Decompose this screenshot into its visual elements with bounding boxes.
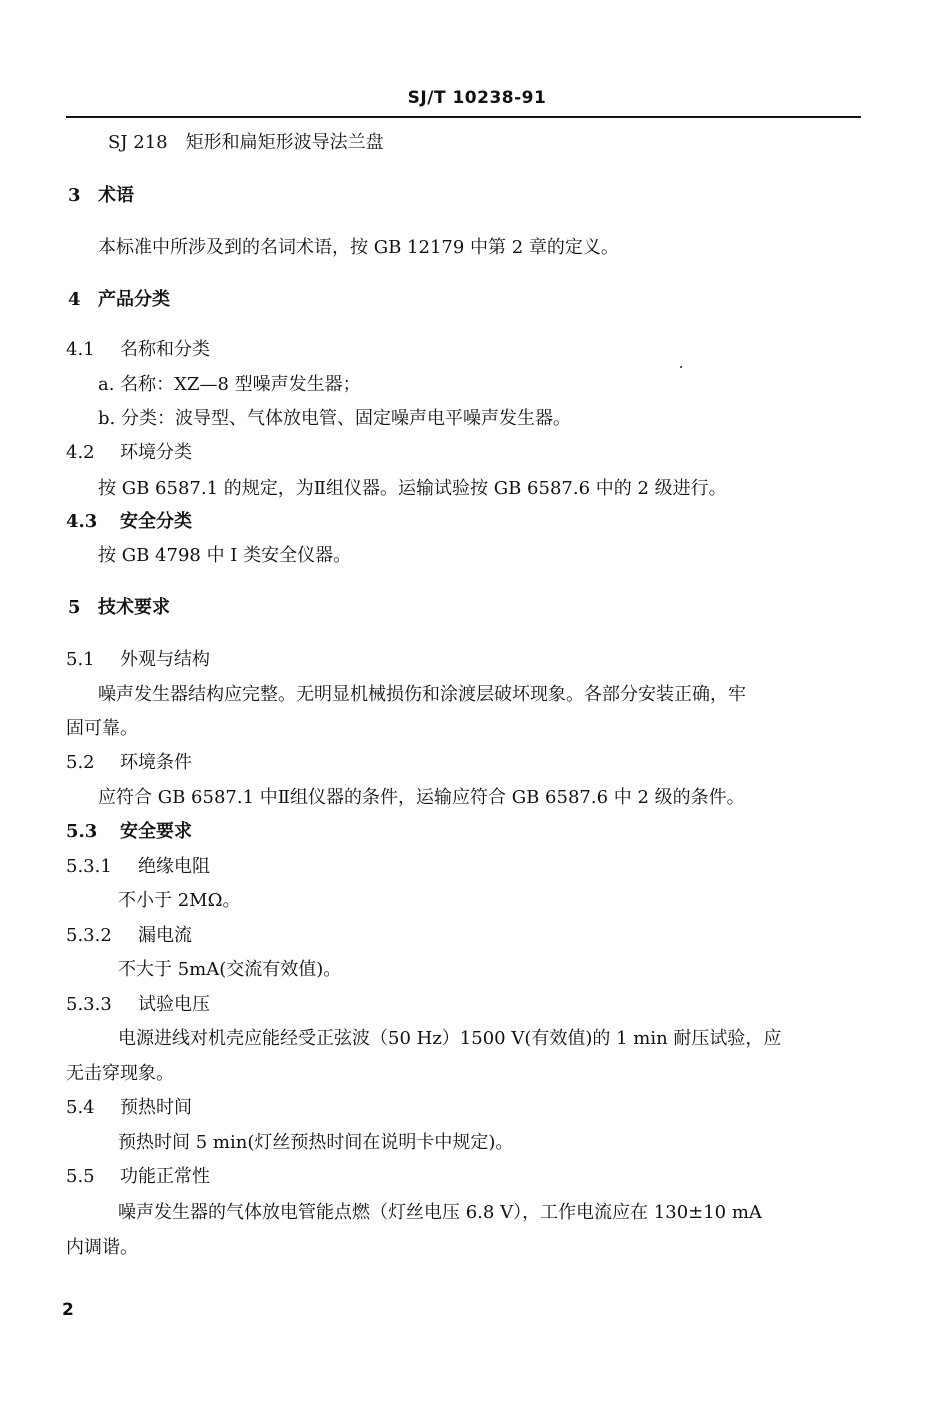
section-4-1-item-a: a. 名称：XZ—8 型噪声发生器；: [98, 374, 361, 395]
section-number: 5.4: [66, 1097, 95, 1118]
section-title: 试验电压: [138, 994, 210, 1015]
section-5-4-text: 预热时间 5 min(灯丝预热时间在说明卡中规定)。: [118, 1132, 514, 1153]
section-title: 产品分类: [98, 289, 170, 310]
section-number: 5.3: [66, 821, 98, 842]
section-5-5-text-line-2: 内调谐。: [66, 1237, 138, 1258]
section-number: 5: [68, 597, 81, 618]
section-title: 环境分类: [120, 442, 192, 463]
section-number: 3: [68, 185, 81, 206]
section-5-3-3-text-line-2: 无击穿现象。: [66, 1063, 174, 1084]
section-title: 外观与结构: [120, 649, 210, 670]
section-5-heading: [68, 596, 170, 620]
header-code: SJ/T 10238-91: [407, 88, 547, 108]
section-number: 4.1: [66, 339, 95, 360]
section-5-5-heading: [66, 1165, 210, 1189]
section-5-3-heading: [66, 820, 192, 844]
section-4-2-text: 按 GB 6587.1 的规定，为Ⅱ组仪器。运输试验按 GB 6587.6 中的 2 级进行。: [98, 478, 727, 499]
section-number: 5.3.2: [66, 925, 112, 946]
section-number: 5.3.1: [66, 856, 112, 877]
section-5-3-3-text-line-1: 电源进线对机壳应能经受正弦波（50 Hz）1500 V(有效值)的 1 min 耐压试验，应: [118, 1028, 782, 1049]
section-number: 4.2: [66, 442, 95, 463]
section-5-3-2-text: 不大于 5mA(交流有效值)。: [118, 959, 342, 980]
section-number: 5.1: [66, 649, 95, 670]
section-title: 安全要求: [120, 821, 192, 842]
section-title: 安全分类: [120, 511, 192, 532]
section-5-1-text-line-1: 噪声发生器结构应完整。无明显机械损伤和涂渡层破坏现象。各部分安装正确，牢: [98, 684, 746, 705]
section-title: 术语: [98, 185, 134, 206]
section-5-3-2-heading: [66, 924, 192, 948]
scan-speck: [680, 366, 682, 368]
section-5-3-1-heading: [66, 855, 210, 879]
section-3-heading: [68, 184, 134, 208]
section-5-3-1-text: 不小于 2MΩ。: [118, 890, 241, 911]
section-4-heading: [68, 288, 170, 312]
section-5-1-text-line-2: 固可靠。: [66, 718, 138, 739]
section-5-1-heading: [66, 648, 210, 672]
section-number: 5.3.3: [66, 994, 112, 1015]
section-5-3-3-heading: [66, 993, 210, 1017]
section-5-5-text-line-1: 噪声发生器的气体放电管能点燃（灯丝电压 6.8 V），工作电流应在 130±10 mA: [118, 1202, 762, 1223]
section-5-2-text: 应符合 GB 6587.1 中Ⅱ组仪器的条件，运输应符合 GB 6587.6 中 2 级的条件。: [98, 787, 745, 808]
section-4-3-heading: [66, 510, 192, 534]
section-title: 漏电流: [138, 925, 192, 946]
section-title: 绝缘电阻: [138, 856, 210, 877]
section-number: 4.3: [66, 511, 98, 532]
section-4-2-heading: [66, 441, 192, 465]
section-5-4-heading: [66, 1096, 192, 1120]
section-4-1-heading: [66, 338, 210, 362]
reference-standard: SJ 218 矩形和扁矩形波导法兰盘: [108, 132, 384, 153]
page-number: 2: [62, 1300, 74, 1320]
section-title: 名称和分类: [120, 339, 210, 360]
section-number: 5.5: [66, 1166, 95, 1187]
section-4-3-text: 按 GB 4798 中 Ⅰ 类安全仪器。: [98, 545, 352, 566]
section-title: 环境条件: [120, 752, 192, 773]
section-title: 预热时间: [120, 1097, 192, 1118]
section-number: 5.2: [66, 752, 95, 773]
header-rule: [66, 116, 861, 118]
section-3-text: 本标准中所涉及到的名词术语，按 GB 12179 中第 2 章的定义。: [98, 237, 619, 258]
section-title: 技术要求: [98, 597, 170, 618]
section-4-1-item-b: b. 分类：波导型、气体放电管、固定噪声电平噪声发生器。: [98, 408, 571, 429]
section-5-2-heading: [66, 751, 192, 775]
section-number: 4: [68, 289, 81, 310]
section-title: 功能正常性: [120, 1166, 210, 1187]
